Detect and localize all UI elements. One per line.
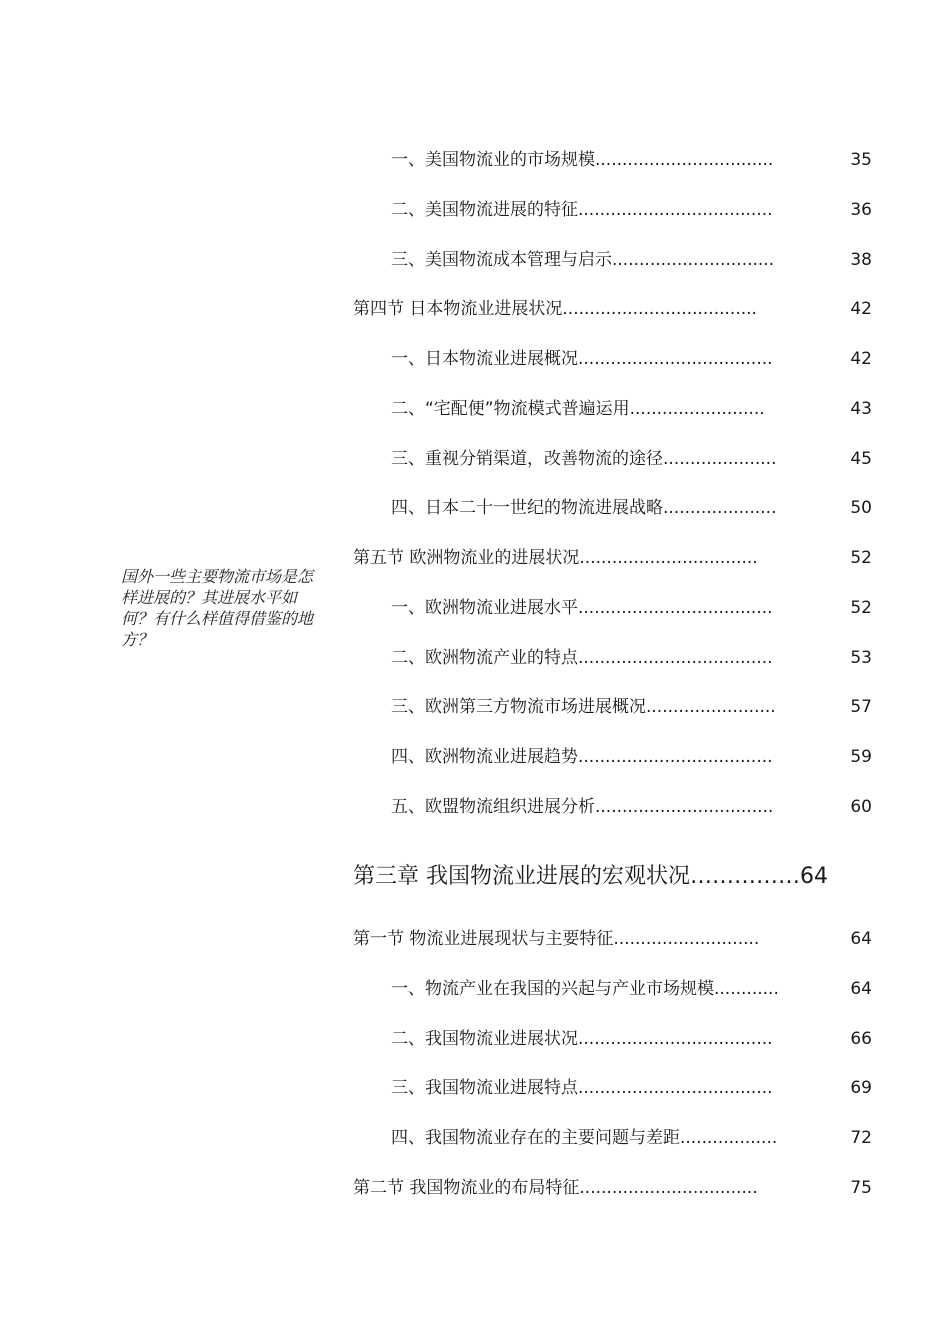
toc-entry-title: 一、欧洲物流业进展水平.................................... — [391, 598, 773, 618]
toc-entry[interactable] — [0, 148, 950, 172]
toc-entry-title: 一、美国物流业的市场规模................................. — [391, 150, 774, 170]
toc-entry[interactable] — [0, 1027, 950, 1051]
toc-entry[interactable] — [0, 695, 950, 719]
toc-entry-page: 42 — [850, 349, 872, 369]
toc-entry[interactable] — [0, 977, 950, 1001]
toc-entry-title: 五、欧盟物流组织进展分析................................. — [391, 797, 774, 817]
toc-entry[interactable] — [0, 1126, 950, 1150]
toc-entry-title: 二、“宅配便”物流模式普遍运用......................... — [391, 399, 765, 419]
margin-note: 国外一些主要物流市场是怎样进展的？其进展水平如何？有什么样值得借鉴的地方？ — [121, 567, 314, 649]
toc-entry-title: 第二节 我国物流业的布局特征................................. — [353, 1178, 758, 1198]
toc-entry[interactable] — [0, 596, 950, 620]
toc-section-entry[interactable] — [0, 297, 950, 321]
toc-entry[interactable] — [0, 397, 950, 421]
toc-entry-page: 66 — [850, 1029, 872, 1049]
toc-entry-page: 53 — [850, 648, 872, 668]
toc-section-entry[interactable] — [0, 546, 950, 570]
toc-entry-page: 64 — [850, 979, 872, 999]
toc-entry-page: 64 — [850, 929, 872, 949]
toc-entry-title: 二、我国物流业进展状况.................................... — [391, 1029, 773, 1049]
toc-entry-title: 一、物流产业在我国的兴起与产业市场规模............ — [391, 979, 779, 999]
toc-entry-title: 三、美国物流成本管理与启示.............................. — [391, 250, 775, 270]
toc-chapter-entry[interactable] — [0, 862, 950, 892]
toc-entry-title: 四、日本二十一世纪的物流进展战略..................... — [391, 498, 777, 518]
toc-entry[interactable] — [0, 745, 950, 769]
toc-entry-page: 38 — [850, 250, 872, 270]
toc-entry-title: 三、重视分销渠道，改善物流的途径..................... — [391, 449, 777, 469]
toc-entry-page: 52 — [850, 598, 872, 618]
toc-entry[interactable] — [0, 646, 950, 670]
toc-entry[interactable] — [0, 198, 950, 222]
toc-entry-title: 三、我国物流业进展特点.................................... — [391, 1078, 773, 1098]
toc-entry[interactable] — [0, 447, 950, 471]
toc-entry-title: 四、欧洲物流业进展趋势.................................... — [391, 747, 773, 767]
toc-entry[interactable] — [0, 347, 950, 371]
toc-entry-page: 35 — [850, 150, 872, 170]
toc-entry-title: 一、日本物流业进展概况.................................... — [391, 349, 773, 369]
toc-entry[interactable] — [0, 248, 950, 272]
toc-entry-title: 二、美国物流进展的特征.................................... — [391, 200, 773, 220]
toc-entry-title: 四、我国物流业存在的主要问题与差距.................. — [391, 1128, 778, 1148]
toc-entry-page: 57 — [850, 697, 872, 717]
toc-entry-title: 二、欧洲物流产业的特点.................................... — [391, 648, 773, 668]
toc-entry-page: 43 — [850, 399, 872, 419]
toc-entry[interactable] — [0, 795, 950, 819]
toc-chapter-title: 第三章 我国物流业进展的宏观状况……………64 — [353, 864, 828, 889]
toc-entry-page: 60 — [850, 797, 872, 817]
toc-entry-page: 59 — [850, 747, 872, 767]
toc-entry-page: 50 — [850, 498, 872, 518]
toc-entry-page: 42 — [850, 299, 872, 319]
toc-section-entry[interactable] — [0, 927, 950, 951]
toc-section-entry[interactable] — [0, 1176, 950, 1200]
toc-entry-title: 第一节 物流业进展现状与主要特征........................... — [353, 929, 760, 949]
toc-entry-page: 72 — [850, 1128, 872, 1148]
toc-entry-page: 52 — [850, 548, 872, 568]
toc-entry[interactable] — [0, 496, 950, 520]
toc-entry-title: 第五节 欧洲物流业的进展状况................................. — [353, 548, 758, 568]
toc-entry[interactable] — [0, 1076, 950, 1100]
toc-entry-page: 75 — [850, 1178, 872, 1198]
toc-entry-title: 第四节 日本物流业进展状况.................................... — [353, 299, 757, 319]
toc-entry-page: 69 — [850, 1078, 872, 1098]
toc-entry-page: 45 — [850, 449, 872, 469]
toc-entry-page: 36 — [850, 200, 872, 220]
toc-entry-title: 三、欧洲第三方物流市场进展概况........................ — [391, 697, 776, 717]
